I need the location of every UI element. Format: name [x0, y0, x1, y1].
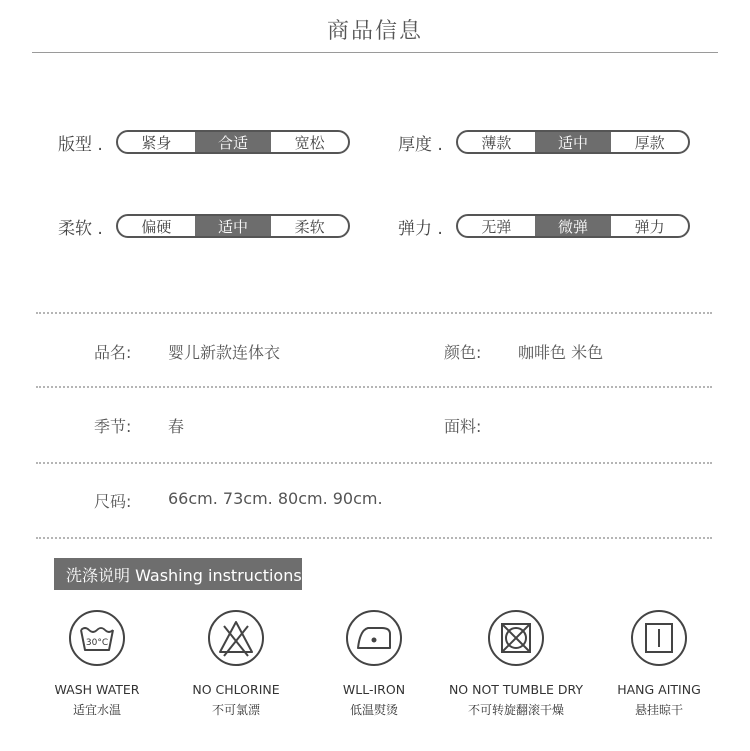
attribute-label: 柔软 .	[58, 218, 103, 239]
scale-option: 紧身	[141, 133, 172, 152]
scale-option-selected: 适中	[195, 216, 272, 236]
care-label-cn: 悬挂晾干	[634, 703, 683, 717]
care-label-en: HANG AITING	[617, 682, 701, 697]
scale-option: 厚款	[634, 133, 665, 152]
attribute-elasticity	[398, 213, 690, 239]
no-bleach-icon	[206, 608, 266, 668]
thickness-scale	[456, 130, 690, 154]
care-item-hang	[584, 608, 734, 718]
size-label: 尺码:	[94, 492, 132, 511]
season-value: 春	[168, 417, 185, 436]
scale-option-selected: 微弹	[535, 216, 612, 236]
season-label: 季节:	[94, 417, 132, 436]
washing-banner: 洗涤说明 Washing instructions	[54, 558, 302, 590]
care-label-en: WASH WATER	[54, 682, 140, 697]
care-label-en: NO NOT TUMBLE DRY	[448, 682, 584, 697]
attribute-label: 弹力 .	[398, 218, 443, 239]
dotted-divider	[36, 312, 712, 314]
care-label-cn: 适宜水温	[72, 703, 121, 717]
scale-option-selected: 适中	[535, 132, 612, 152]
care-label-en: WLL-IRON	[342, 682, 406, 697]
elasticity-scale	[456, 214, 690, 238]
care-item-iron	[299, 608, 449, 718]
hang-dry-icon	[629, 608, 689, 668]
attribute-label: 厚度 .	[398, 134, 443, 155]
care-item-tumble	[441, 608, 591, 718]
fabric-label: 面料:	[444, 417, 482, 436]
dotted-divider	[36, 462, 712, 464]
low-iron-icon	[344, 608, 404, 668]
care-label-cn: 不可转旋翻滚干燥	[467, 703, 564, 717]
care-label-cn: 不可氯漂	[211, 703, 260, 717]
scale-option: 偏硬	[141, 217, 172, 236]
attribute-label: 版型 .	[58, 134, 103, 155]
attribute-fit	[58, 129, 350, 155]
color-label: 颜色:	[444, 343, 482, 362]
name-value: 婴儿新款连体衣	[168, 343, 281, 362]
attribute-softness	[58, 213, 350, 239]
scale-option: 无弹	[481, 217, 512, 236]
scale-option: 弹力	[634, 217, 665, 236]
color-value: 咖啡色 米色	[518, 343, 604, 362]
care-item-bleach	[161, 608, 311, 718]
page-title: 商品信息	[326, 19, 423, 44]
size-value: 66cm. 73cm. 80cm. 90cm.	[168, 489, 383, 508]
wash-temperature: 30°C	[85, 638, 109, 648]
dotted-divider	[36, 537, 712, 539]
wash-30-icon	[67, 608, 127, 668]
fit-scale	[116, 130, 350, 154]
care-item-wash	[22, 608, 172, 718]
name-label: 品名:	[94, 343, 132, 362]
attribute-thickness	[398, 129, 690, 155]
scale-option-selected: 合适	[195, 132, 272, 152]
care-label-cn: 低温熨烫	[349, 703, 398, 717]
no-tumble-dry-icon	[486, 608, 546, 668]
scale-option: 宽松	[294, 133, 325, 152]
scale-option: 柔软	[294, 217, 325, 236]
title-divider	[32, 52, 718, 53]
dotted-divider	[36, 386, 712, 388]
scale-option: 薄款	[481, 133, 512, 152]
care-label-en: NO CHLORINE	[192, 682, 280, 697]
softness-scale	[116, 214, 350, 238]
